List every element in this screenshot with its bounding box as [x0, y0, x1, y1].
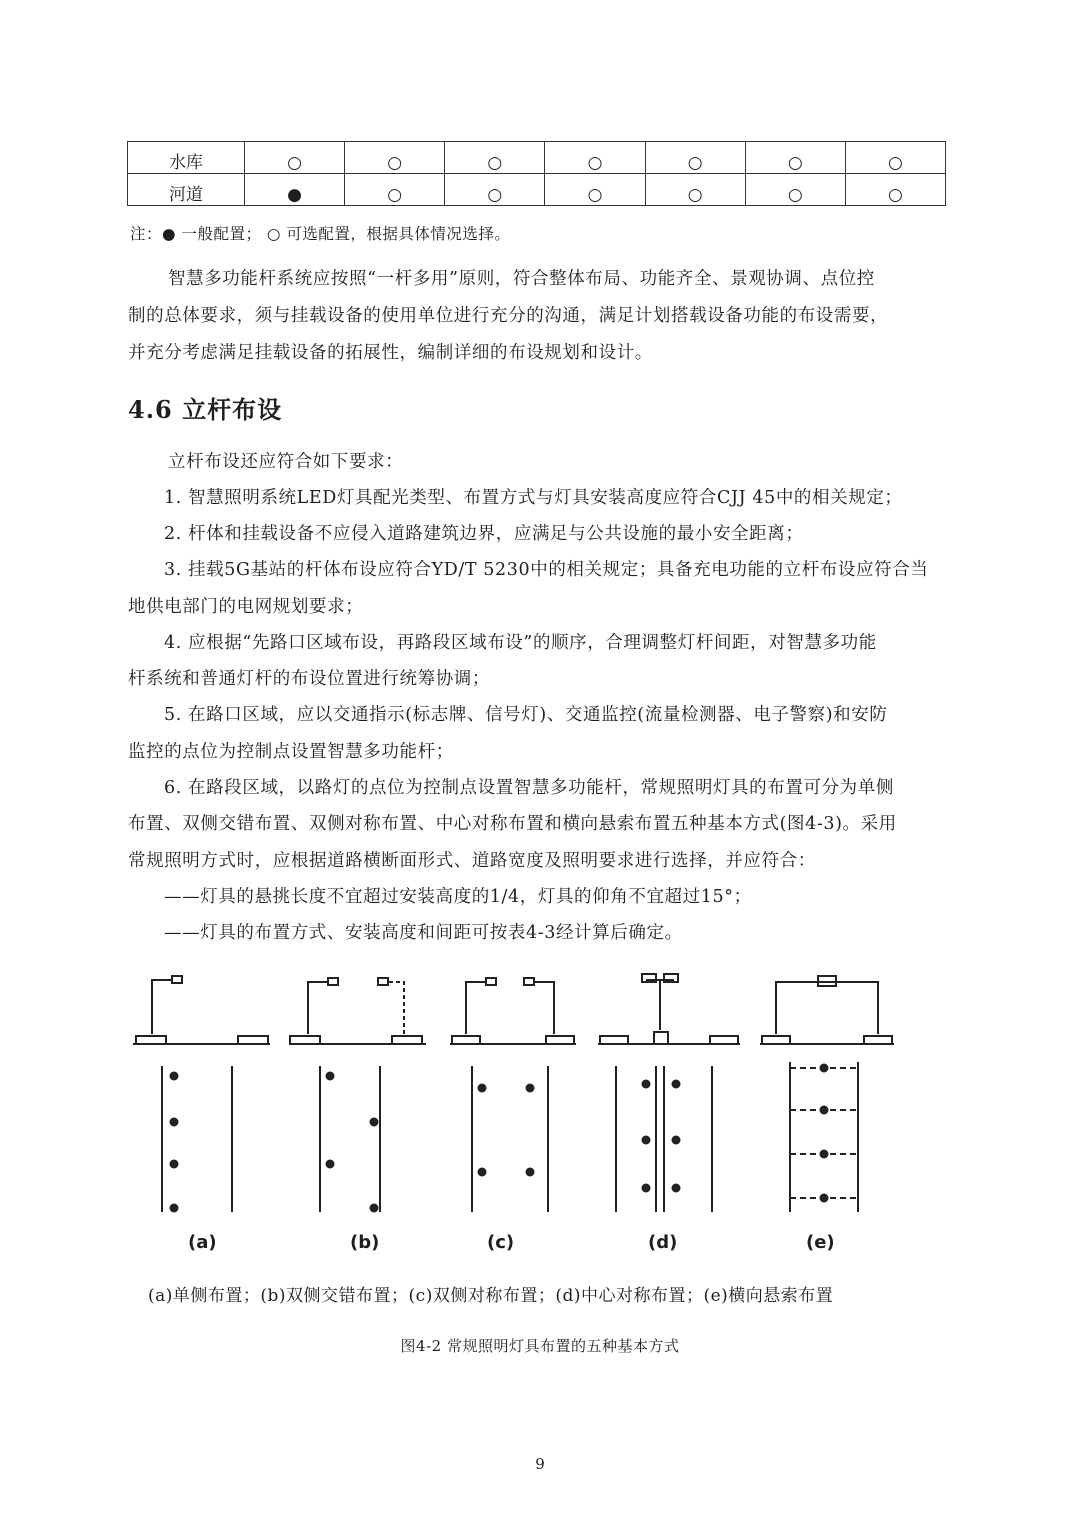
label-a: (a): [188, 1232, 217, 1253]
table-cell: ○: [345, 174, 445, 206]
figure-title: 图4-2 常规照明灯具布置的五种基本方式: [400, 1337, 680, 1355]
label-d: (d): [648, 1232, 678, 1253]
table-cell: ○: [545, 174, 645, 206]
table-cell: ○: [645, 142, 745, 174]
text-line: 6. 在路段区域，以路灯的点位为控制点设置智慧多功能杆，常规照明灯具的布置可分为单侧: [164, 778, 894, 798]
table-cell: ●: [245, 174, 345, 206]
table-cell: ○: [845, 142, 945, 174]
text-line: 常规照明方式时，应根据道路横断面形式、道路宽度及照明要求进行选择，并应符合：: [128, 851, 816, 871]
text-line: 杆系统和普通灯杆的布设位置进行统筹协调；: [128, 669, 490, 689]
table-note: 注：● 一般配置； ○ 可选配置，根据具体情况选择。: [130, 225, 511, 243]
diagram-a: [133, 976, 270, 1213]
diagram-b: [290, 978, 426, 1213]
text-line: 2. 杆体和挂载设备不应侵入道路建筑边界，应满足与公共设施的最小安全距离；: [164, 524, 804, 544]
table-row: [128, 142, 946, 174]
table-cell: ○: [745, 174, 845, 206]
lighting-layout-figure: [130, 966, 900, 1253]
text-line: 并充分考虑满足挂载设备的拓展性，编制详细的布设规划和设计。: [128, 343, 653, 363]
label-c: (c): [487, 1232, 515, 1253]
text-line: 1. 智慧照明系统LED灯具配光类型、布置方式与灯具安装高度应符合CJJ 45中的相关规定；: [164, 488, 903, 508]
text-line: 4. 应根据“先路口区域布设，再路段区域布设”的顺序，合理调整灯杆间距，对智慧多功能: [164, 633, 877, 653]
diagram-c: [450, 978, 576, 1212]
label-b: (b): [350, 1232, 380, 1253]
configuration-table: [127, 141, 946, 206]
text-line: 制的总体要求，须与挂载设备的使用单位进行充分的沟通，满足计划搭载设备功能的布设需要，: [128, 306, 889, 326]
text-line: 布置、双侧交错布置、双侧对称布置、中心对称布置和横向悬索布置五种基本方式(图4-3)。采用: [128, 814, 897, 834]
diagram-d: [598, 974, 740, 1212]
table-cell: ○: [745, 142, 845, 174]
text-line: 5. 在路口区域，应以交通指示(标志牌、信号灯)、交通监控(流量检测器、电子警察)和安防: [164, 705, 888, 725]
page-number: 9: [535, 1455, 545, 1473]
row-label: 水库: [128, 142, 245, 174]
table-cell: ○: [845, 174, 945, 206]
text-line: 智慧多功能杆系统应按照“一杆多用”原则，符合整体布局、功能齐全、景观协调、点位控: [168, 269, 875, 289]
text-line: ——灯具的悬挑长度不宜超过安装高度的1/4，灯具的仰角不宜超过15°；: [164, 887, 752, 907]
table-cell: ○: [545, 142, 645, 174]
diagram-e: [760, 976, 894, 1212]
table-cell: ○: [645, 174, 745, 206]
figure-caption: (a)单侧布置；(b)双侧交错布置；(c)双侧对称布置；(d)中心对称布置；(e)横向悬索布置: [148, 1286, 834, 1306]
layout-diagrams: [130, 966, 900, 1226]
label-e: (e): [806, 1232, 835, 1253]
row-label: 河道: [128, 174, 245, 206]
table-row: [128, 174, 946, 206]
table-cell: ○: [445, 174, 545, 206]
text-line: 地供电部门的电网规划要求；: [128, 597, 364, 617]
text-line: 3. 挂载5G基站的杆体布设应符合YD/T 5230中的相关规定；具备充电功能的立杆布设应符合当: [164, 560, 929, 580]
section-heading: 4.6 立杆布设: [128, 395, 283, 424]
table-cell: ○: [345, 142, 445, 174]
table-cell: ○: [245, 142, 345, 174]
text-line: ——灯具的布置方式、安装高度和间距可按表4-3经计算后确定。: [164, 923, 683, 943]
text-line: 监控的点位为控制点设置智慧多功能杆；: [128, 742, 454, 762]
text-line: 立杆布设还应符合如下要求：: [168, 452, 404, 472]
table-cell: ○: [445, 142, 545, 174]
